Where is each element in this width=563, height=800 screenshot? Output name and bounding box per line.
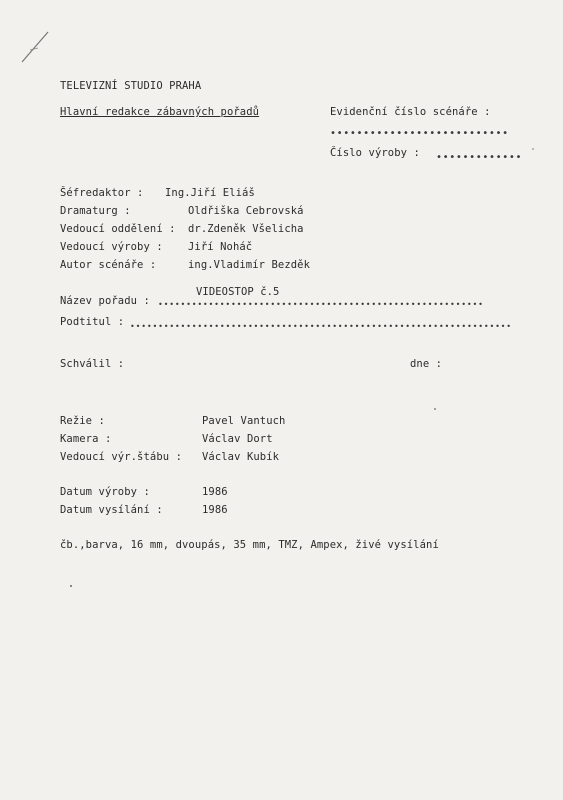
staff-name: Ing.Jiří Eliáš <box>165 187 255 199</box>
title-label: Název pořadu : <box>60 295 150 307</box>
title-value: VIDEOSTOP č.5 <box>196 286 280 298</box>
date-row-value: 1986 <box>202 486 228 498</box>
date-row-label: Datum výroby : <box>60 486 150 498</box>
studio-name: TELEVIZNÍ STUDIO PRAHA <box>60 80 202 92</box>
staff-role: Dramaturg : <box>60 205 131 217</box>
paper-speck <box>530 146 536 152</box>
crew-role: Vedoucí výr.štábu : <box>60 451 183 463</box>
evidence-number-dots: ••••••••••••••••••••••••••• <box>330 128 509 139</box>
staff-role: Autor scénáře : <box>60 259 157 271</box>
date-row-label: Datum vysílání : <box>60 504 163 516</box>
evidence-number-label: Evidenční číslo scénáře : <box>330 106 491 118</box>
crew-name: Pavel Vantuch <box>202 415 286 427</box>
crew-role: Kamera : <box>60 433 112 445</box>
staff-name: dr.Zdeněk Všelicha <box>188 223 304 235</box>
pencil-mark <box>18 26 52 66</box>
department-name: Hlavní redakce zábavných pořadů <box>60 106 260 118</box>
production-number-dots: ••••••••••••• <box>436 152 523 163</box>
crew-role: Režie : <box>60 415 105 427</box>
approved-label: Schválil : <box>60 358 125 370</box>
staff-name: Oldřiška Cebrovská <box>188 205 304 217</box>
subtitle-dots: •••••••••••••••••••••••••••••••••••••••••••••••••••••••••••••••••••• <box>130 322 512 331</box>
date-label: dne : <box>410 358 443 370</box>
staff-role: Vedoucí oddělení : <box>60 223 176 235</box>
subtitle-label: Podtitul : <box>60 316 125 328</box>
crew-name: Václav Kubík <box>202 451 280 463</box>
staff-role: Šéfredaktor : <box>60 187 144 199</box>
production-number-label: Číslo výroby : <box>330 147 420 159</box>
title-dots: •••••••••••••••••••••••••••••••••••••••••••••••••••••••••• <box>158 300 484 309</box>
date-row-value: 1986 <box>202 504 228 516</box>
technical-specs: čb.,barva, 16 mm, dvoupás, 35 mm, TMZ, Ampex, živé vysílání <box>60 539 439 551</box>
crew-name: Václav Dort <box>202 433 273 445</box>
staff-name: Jiří Noháč <box>188 241 253 253</box>
paper-speck <box>68 583 74 589</box>
staff-name: ing.Vladimír Bezděk <box>188 259 311 271</box>
paper-speck <box>432 406 438 412</box>
staff-role: Vedoucí výroby : <box>60 241 163 253</box>
